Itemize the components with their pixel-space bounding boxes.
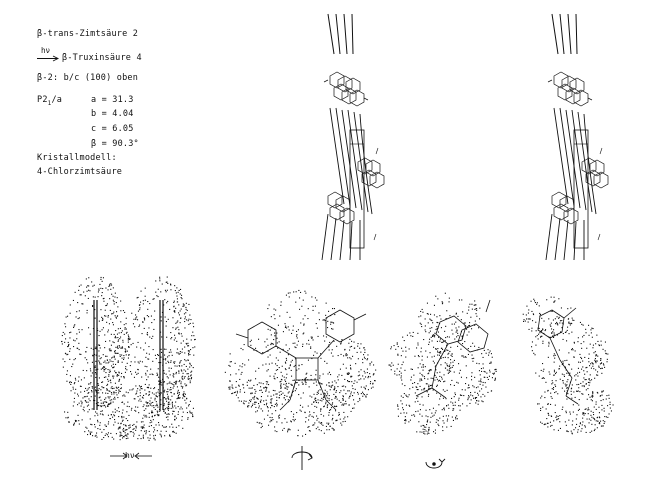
stipple-blob-10 <box>397 383 461 434</box>
rotation-arrow-icon <box>292 446 312 470</box>
stipple-blob-13 <box>531 322 608 388</box>
stipple-blob-9 <box>389 332 456 391</box>
reaction-product: β-Truxinsäure 4 <box>62 53 142 63</box>
reaction-hv-label: hν <box>41 46 51 55</box>
compound-title: β-trans-Zimtsäure 2 <box>37 29 139 39</box>
space-group-subscript: 1 <box>47 100 52 107</box>
stipple-blob-4 <box>267 290 335 348</box>
cell-b: b = 4.04 <box>91 109 134 119</box>
stipple-blob-6 <box>301 339 376 408</box>
space-group-symbol: P2 <box>37 95 48 105</box>
model-2-molecule-lines <box>236 310 366 410</box>
model-name: 4-Chlorzimtsäure <box>37 167 123 177</box>
cell-beta: β = 90.3° <box>91 139 139 149</box>
stipple-blob-8 <box>418 293 480 340</box>
model-4-molecule-lines <box>538 308 578 404</box>
contact-plane: β-2: b/c (100) oben <box>37 73 139 83</box>
stipple-blob-5 <box>225 339 300 409</box>
bottom-hv-label: hν <box>125 451 135 460</box>
space-group-tail: /a <box>51 95 63 105</box>
stipple-blob-14 <box>537 383 614 434</box>
stipple-blob-0 <box>61 277 130 414</box>
stipple-blob-1 <box>128 277 196 416</box>
cell-c: c = 6.05 <box>91 124 134 134</box>
rotation-circle-icon <box>426 459 445 468</box>
stipple-blob-7 <box>247 382 355 437</box>
cell-a: a = 31.3 <box>91 95 134 105</box>
stipple-blob-11 <box>445 341 497 406</box>
model-label: Kristallmodell: <box>37 153 117 163</box>
